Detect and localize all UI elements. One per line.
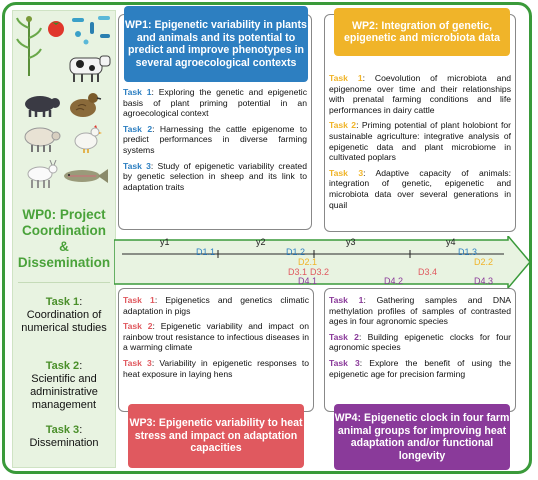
deliverable-d3-4: D3.4 xyxy=(418,267,438,277)
wp2-task-3: Task 3: Adaptive capacity of animals: integration of genetic, epigenetic and microbiota data over several generations in quail xyxy=(329,167,511,210)
wp3-task-2: Task 2: Epigenetic variability and impact on rainbow trout resistance to infectious diseases in a warming climate xyxy=(123,321,309,353)
deliverable-d4-2: D4.2 xyxy=(384,276,404,286)
wp4-task-1: Task 1: Gathering samples and DNA methylation profiles of samples of contrasted ages in four agronomic species xyxy=(329,295,512,327)
wp0-task-label: Task 1: xyxy=(45,296,83,308)
microbe-icon xyxy=(68,14,114,48)
deliverable-d2-1: D2.1 xyxy=(298,257,318,267)
wp0-task-text: Scientific and administrative management xyxy=(30,373,98,411)
wp0-task-2 xyxy=(12,360,116,412)
wp0-task-label: Task 2: xyxy=(45,360,83,372)
wp4-task-3: Task 3: Explore the benefit of using the epigenetic age for precision farming xyxy=(329,357,511,379)
timeline-arrow xyxy=(114,236,532,288)
trout-icon xyxy=(60,166,110,186)
wp3-header: WP3: Epigenetic variability to heat stress and impact on adaptation capacities xyxy=(128,404,304,468)
tomato-icon xyxy=(46,18,66,38)
wp4-header: WP4: Epigenetic clock in four farm animal groups for improving heat adaptation and/or functional longevity xyxy=(334,404,510,470)
cow-icon xyxy=(62,50,112,84)
deliverable-d1-2: D1.2 xyxy=(286,247,306,257)
sheep-icon xyxy=(22,124,62,154)
wp4-panel xyxy=(324,288,516,412)
wp1-header: WP1: Epigenetic variability in plants and animals and its potential to predict and improve phenotypes in several agroecological contexts xyxy=(124,6,308,82)
deliverable-d4-3: D4.3 xyxy=(474,276,494,286)
wp0-title-line: Dissemination xyxy=(17,255,111,270)
quail-icon xyxy=(66,88,102,122)
wp0-task-1 xyxy=(12,296,116,335)
wp0-task-3 xyxy=(12,424,116,450)
wp1-task-3: Task 3: Study of epigenetic variability created by genetic selection in sheep and its link to adaptation traits xyxy=(123,160,307,192)
deliverable-d3-2: D3.2 xyxy=(310,267,330,277)
wp0-title-line: WP0: Project xyxy=(22,207,106,222)
year-label: y4 xyxy=(446,237,456,247)
wp2-task-2: Task 2: Priming potential of plant holobiont for sustainable agriculture: integrative analysis of epigenetic data and plant microbiome in cultivated poplars xyxy=(329,120,511,163)
deliverable-d4-1: D4.1 xyxy=(298,276,318,286)
hen-icon xyxy=(72,124,102,154)
wp3-task-1: Task 1: Epigenetics and genetics climatic adaptation in pigs xyxy=(123,295,309,316)
wp1-task-2: Task 2: Harnessing the cattle epigenome to predict performances in diverse farming systems xyxy=(123,123,307,155)
wp4-task-2: Task 2: Building epigenetic clocks for four agronomic species xyxy=(329,331,511,353)
wp0-title xyxy=(12,207,116,271)
wp2-task-1: Task 1: Coevolution of microbiota and epigenome over time and their relationships with prenatal farming conditions and life performances in dairy cattle xyxy=(329,73,512,115)
wp3-panel xyxy=(118,288,314,412)
wp0-title-line: Coordination xyxy=(22,223,106,238)
wp0-title-line: & xyxy=(59,239,69,254)
deliverable-d1-1: D1.1 xyxy=(196,247,216,257)
wp2-tasks xyxy=(329,73,511,215)
goat-icon xyxy=(24,160,58,190)
year-label: y1 xyxy=(160,237,170,247)
wp0-task-text: Coordination of numerical studies xyxy=(21,309,107,334)
wp1-tasks xyxy=(123,87,307,197)
wp1-task-1: Task 1: Exploring the genetic and epigenetic basis of plant priming potential in an agroecological context xyxy=(123,87,307,119)
pig-icon xyxy=(22,92,62,118)
deliverable-d2-2: D2.2 xyxy=(474,257,494,267)
wp4-tasks xyxy=(329,295,511,384)
wp0-task-text: Dissemination xyxy=(29,437,99,449)
wp3-tasks xyxy=(123,295,309,384)
plant-icon xyxy=(14,14,44,78)
year-label: y2 xyxy=(256,237,266,247)
year-label: y3 xyxy=(346,237,356,247)
wp2-header: WP2: Integration of genetic, epigenetic and microbiota data xyxy=(334,8,510,56)
deliverable-d1-3: D1.3 xyxy=(458,247,478,257)
wp0-task-label: Task 3: xyxy=(45,424,83,436)
deliverable-d3-1: D3.1 xyxy=(288,267,308,277)
divider xyxy=(18,282,110,283)
wp3-task-3: Task 3: Variability in epigenetic responses to heat exposure in laying hens xyxy=(123,357,309,379)
